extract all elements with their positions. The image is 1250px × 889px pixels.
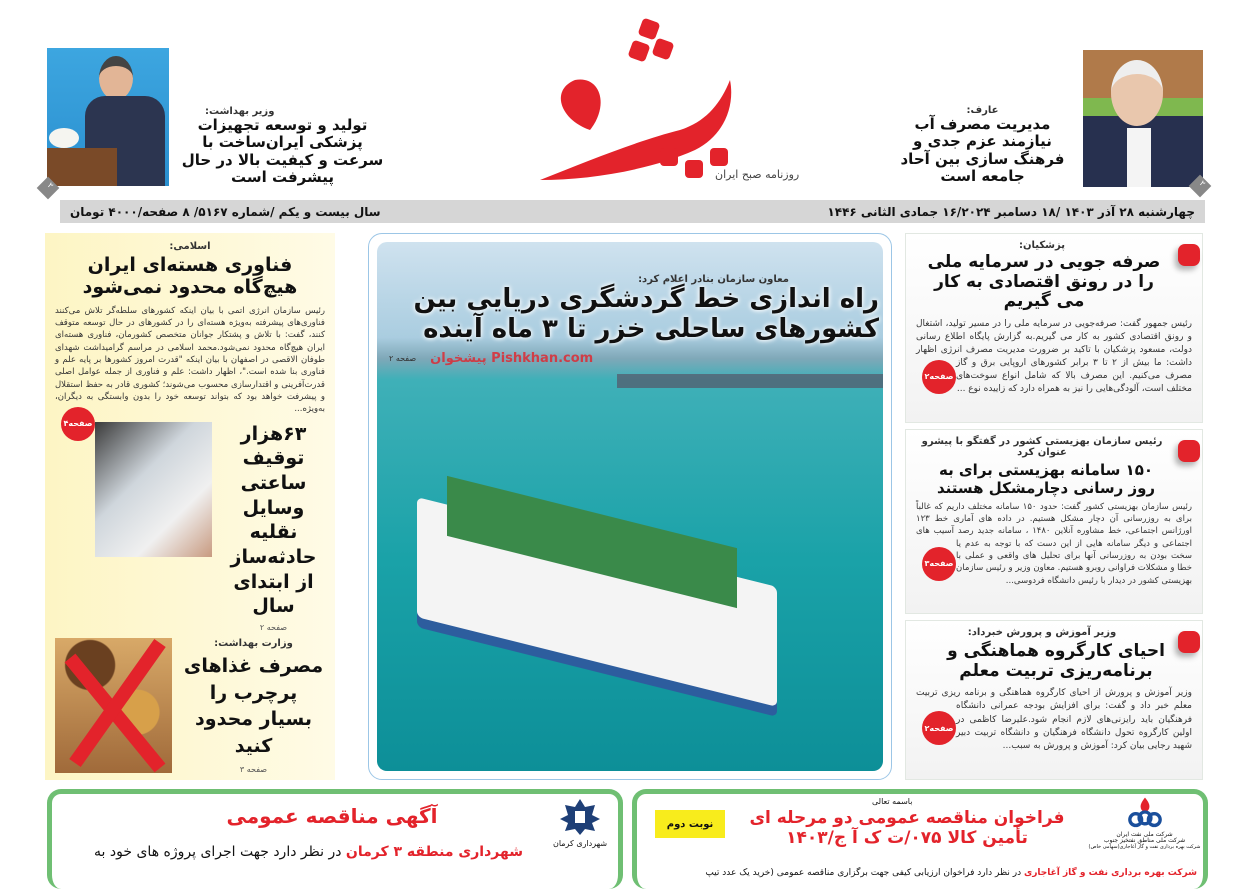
kerman-municipality-logo: [540, 799, 620, 848]
ad-company: شرکت بهره برداری نفت و گاز آغاجاری: [1023, 868, 1197, 878]
ad-text: در نظر دارد فراخوان ارزیابی کیفی جهت برگزاری مناقصه عمومی (خرید یک عدد تیپ: [705, 868, 1022, 878]
masthead-logo: [530, 10, 790, 190]
logo-label: شهرداری کرمان: [552, 839, 608, 848]
header-right-kicker: عارف:: [966, 105, 999, 116]
page-badge[interactable]: صفحه۴: [61, 407, 95, 441]
story-headline: فناوری هسته‌ای ایران هیچ‌گاه محدود نمی‌شود: [82, 254, 298, 298]
story-body-wrap: [916, 687, 1192, 752]
center-kicker: معاون سازمان بنادر اعلام کرد:: [638, 274, 789, 285]
story-kicker: رئیس سازمان بهزیستی کشور در گفتگو با پیشرو عنوان کرد: [921, 436, 1163, 459]
story-islami[interactable]: [55, 241, 325, 428]
story-kicker: وزیر آموزش و پرورش خبرداد:: [967, 627, 1117, 639]
police-ticket-photo: [95, 422, 212, 557]
masthead-tagline: روزنامه صبح ایران: [715, 168, 800, 181]
story-food[interactable]: [55, 638, 325, 774]
story-education[interactable]: [905, 620, 1203, 780]
page-badge[interactable]: صفحه۳: [922, 547, 956, 581]
page-badge[interactable]: صفحه۲: [922, 360, 956, 394]
cross-icon: [55, 638, 172, 773]
story-headline: ۱۵۰ سامانه بهزیستی برای به روز رسانی دچارمشکل هستند: [936, 461, 1156, 497]
header-left-page-marker: ۲: [37, 177, 60, 200]
flame-logo-icon: [1125, 796, 1165, 828]
right-column: [905, 233, 1203, 780]
story-body: رئیس سازمان بهزیستی کشور گفت: حدود ۱۵۰ سامانه مختلف داریم که غالباً برای به روزرسانی آن دچار مشکل هستیم. در داده های آماری خط ۱۲۳ اورژانس اجتماعی، خط مشاوره آنلاین ۱۴۸۰ ، سامانه جدید رصد آسیب های اجتماعی و دیگر سامانه هایی از این دست که با توجه به عدم یا سخت بودن به روزرسانی آنها برای تحلیل های واقعی و عملی با خطا و مشکلات فراوانی روبرو هستیم. معاون وزیر و رئیس سازمان بهزیستی کشور در دیدار با رئیس دانشگاه فردوسی...: [916, 501, 1192, 586]
center-page-ref: صفحه ۲: [389, 353, 417, 363]
header-left-kicker: وزیر بهداشت:: [205, 106, 275, 117]
story-body-wrap: [916, 501, 1192, 587]
ad-company: شهرداری منطقه ۳ کرمان: [345, 844, 523, 860]
watermark: پیشخوان Pishkhan.com: [430, 350, 594, 366]
center-story-frame[interactable]: [368, 233, 892, 780]
date-text: چهارشنبه ۲۸ آذر ۱۴۰۳ /۱۸ دسامبر ۱۶/۲۰۲۴ جمادی الثانی ۱۴۴۶: [827, 204, 1195, 219]
center-headline[interactable]: راه اندازی خط گردشگری دریایی بین کشورهای ساحلی خزر تا ۳ ماه آینده: [413, 284, 879, 344]
story-headline: ۶۳هزار توقیف ساعتی وسایل نقلیه حادثه‌ساز از ابتدای سال: [230, 422, 317, 618]
story-headline: احیای کارگروه هماهنگی و برنامه‌ریزی تربیت معلم: [947, 641, 1165, 681]
pin-icon: [1178, 631, 1200, 653]
star-logo-icon: [560, 799, 600, 835]
story-headline: صرفه جویی در سرمایه ملی را در رونق اقتصادی به کار می گیریم: [927, 252, 1161, 312]
pin-icon: [1178, 440, 1200, 462]
story-behzisti[interactable]: [905, 429, 1203, 614]
left-column: [45, 233, 335, 780]
story-body-wrap: [916, 318, 1192, 396]
header-left-headline[interactable]: تولید و توسعه تجهیزات پزشکی ایران‌ساخت با سرعت و کیفیت بالا در حال پیشرفت است: [181, 116, 384, 186]
ad-kerman-tender[interactable]: [47, 789, 623, 889]
page-ref: صفحه ۲: [259, 623, 288, 632]
story-headline: مصرف غذاهای پرچرب را بسیار محدود کنید: [183, 655, 324, 757]
logo-line: شرکت ملی نفت ایران: [1116, 830, 1173, 838]
story-body: وزیر آموزش و پرورش از احیای کارگروه هماهنگی و برنامه ریزی تربیت معلم خبر داد و گفت: برای افزایش بودجه عمرانی دانشگاه فرهنگیان باید رایزنی‌های لازم انجام شود.علیرضا کاظمی در اولین کارگروه تحول دانشگاه فرهنگیان و دانشگاه تربیت دبیر شهید رجایی بیان کرد: آموزش و پرورش به سبب...: [916, 688, 1192, 751]
header-right-page-marker: ۲: [1189, 175, 1212, 198]
logo-graphic: [530, 10, 790, 190]
story-kicker: اسلامی:: [169, 241, 211, 252]
pin-icon: [1178, 244, 1200, 266]
ad-oil-tender[interactable]: [632, 789, 1208, 889]
page-badge[interactable]: صفحه۲: [922, 711, 956, 745]
ad-title: فراخوان مناقصه عمومی دو مرحله ای: [749, 808, 1065, 828]
ad-text: در نظر دارد جهت اجرای پروژه های خود به: [94, 844, 342, 860]
ad-subtitle: تأمین کالا ۰۷۵/ت ک آ ج/۱۴۰۳: [786, 827, 1028, 848]
logo-line: شرکت ملی مناطق نفتخیز جنوب: [1103, 837, 1186, 845]
story-body: رئیس جمهور گفت: صرفه‌جویی در سرمایه ملی را در مسیر تولید، اشتغال و رونق اقتصادی کشور به کار می گیریم.به گزارش پایگاه اطلاع رسانی دولت، مسعود پزشکیان با تاکید بر ضرورت مدیریت مصرف انرژی اظهار داشت: ما بیش از ۲ تا ۳ برابر کشورهای اروپایی برق و گاز مصرف می‌کنیم. این مصرف بالا که شامل انواع سوخت‌های مختلف است، آلودگی‌هایی را نیز به همراه دارد که زاییده نوع ...: [916, 318, 1193, 394]
story-kicker: پزشکیان:: [1019, 240, 1065, 251]
health-minister-photo: [47, 48, 169, 186]
date-bar: [60, 200, 1205, 223]
story-kicker: وزارت بهداشت:: [214, 638, 293, 649]
story-pezeshkian[interactable]: [905, 233, 1203, 423]
aref-photo: [1083, 50, 1203, 187]
story-traffic[interactable]: [95, 422, 325, 633]
ad-title: آگهی مناقصه عمومی: [226, 804, 438, 828]
round-badge: نوبت دوم: [655, 810, 725, 838]
ad-basmala: باسمه تعالی: [872, 797, 913, 806]
logo-line: شرکت بهره برداری نفت و گاز آغاجاری(سهامی خاص): [1088, 843, 1201, 850]
issue-text: سال بیست و یکم /شماره ۵۱۶۷/ ۸ صفحه/۴۰۰۰ تومان: [70, 204, 381, 219]
story-body: رئیس سازمان انرژی اتمی با بیان اینکه کشورهای سلطه‌گر تلاش می‌کنند فناوری‌های پیشرفته به‌ویژه هسته‌ای را در کشورهای در حال توسعه متوقف کنند، گفت: با تلاش و پشتکار جوانان متخصص کشورمان، فناوری هسته‌ای ایران هیچ‌گاه محدود نمی‌شود.محمد اسلامی در مراسم گرامیداشت شهدای طوفان الاقصی در اصفهان با بیان اینکه "قدرت امروز کشورها بر پایه علم و فناوری بنا شده است."، اظهار داشت: علم و فناوری از جمله عوامل اصلی قدرت‌آفرینی و اقتدارسازی محسوب می‌شوند؛ کشوری قادر به حفظ استقلال و پیشرفت خواهد بود که بتواند توسعه خود را بدون وابستگی به دیگران، به‌ویژه...: [55, 305, 325, 415]
nioc-logo: [1087, 796, 1202, 850]
header-right-headline[interactable]: مدیریت مصرف آب نیازمند عزم جدی و فرهنگ سازی بین آحاد جامعه است: [900, 115, 1065, 185]
fatty-food-photo: [55, 638, 172, 773]
story-body-wrap: [55, 305, 325, 428]
page-ref: صفحه ۳: [239, 765, 268, 775]
